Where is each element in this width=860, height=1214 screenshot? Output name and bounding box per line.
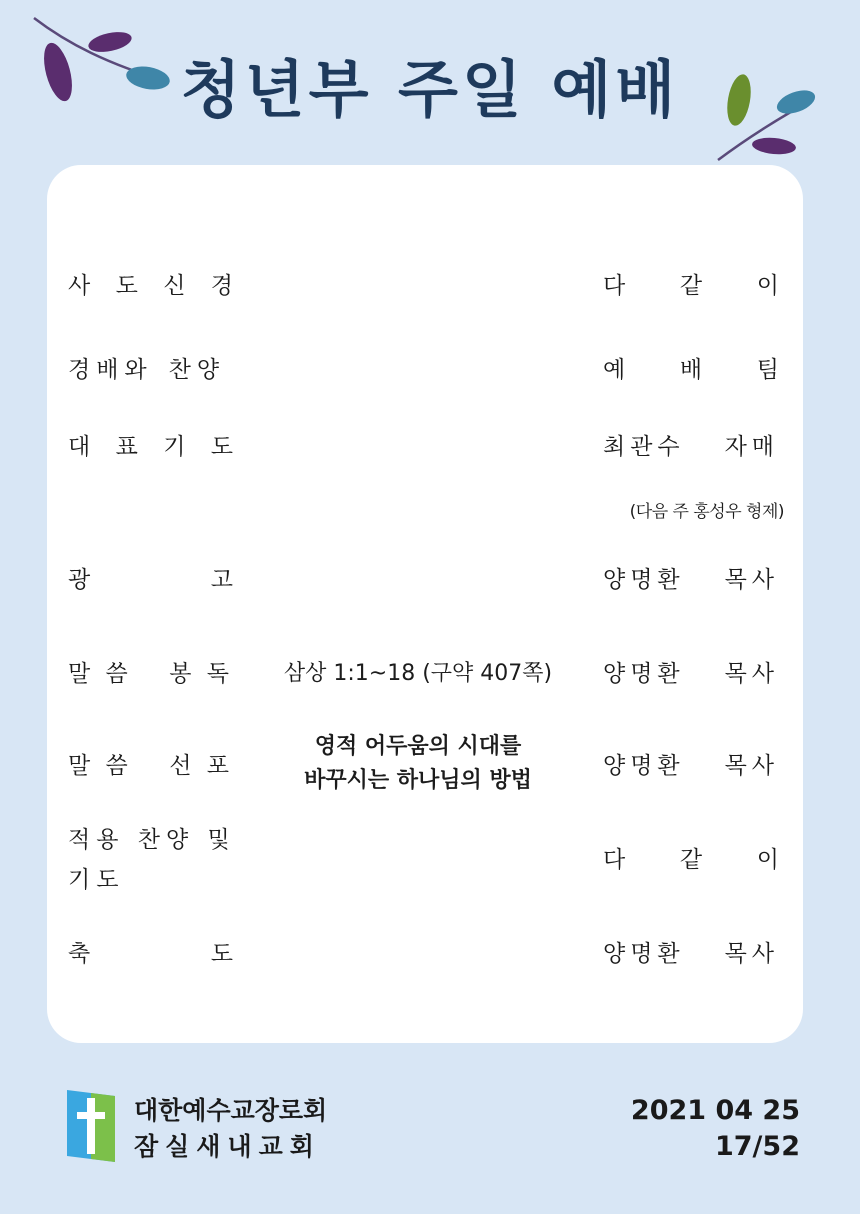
item-label: 광 고	[68, 567, 233, 593]
cross-logo-icon	[65, 1088, 117, 1164]
sermon-title: 영적 어두움의 시대를 바꾸시는 하나님의 방법	[304, 734, 532, 793]
item-leader: 다 같 이	[603, 847, 779, 873]
week-number: 17/52	[714, 1131, 800, 1162]
item-leader: 예 배 팀	[603, 357, 779, 383]
order-of-service-card	[47, 165, 803, 1043]
church-name: 대한예수교장로회 잠실새내교회	[134, 1096, 328, 1161]
leader-note: (다음 주 홍성우 형제)	[629, 502, 784, 522]
service-date: 2021 04 25	[630, 1095, 800, 1126]
item-label: 사 도 신 경	[68, 273, 233, 299]
scripture-reference: 삼상 1:1~18 (구약 407쪽)	[283, 661, 553, 686]
item-label: 경배와 찬양	[68, 357, 226, 383]
item-label: 대 표 기 도	[68, 434, 233, 460]
item-label: 축 도	[68, 941, 233, 967]
item-leader: 양명환 목사	[603, 661, 779, 687]
page-title: 청년부 주일 예배	[180, 53, 680, 126]
item-leader: 최관수 자매	[603, 434, 779, 460]
item-leader: 양명환 목사	[603, 753, 779, 779]
bulletin-date	[631, 1093, 800, 1165]
item-leader: 다 같 이	[603, 273, 779, 299]
item-label: 말 씀 선 포	[68, 753, 233, 779]
item-label: 적용 찬양 및 기도	[68, 827, 236, 893]
item-leader: 양명환 목사	[603, 567, 779, 593]
item-leader: 양명환 목사	[603, 941, 779, 967]
item-label: 말 씀 봉 독	[68, 661, 233, 687]
